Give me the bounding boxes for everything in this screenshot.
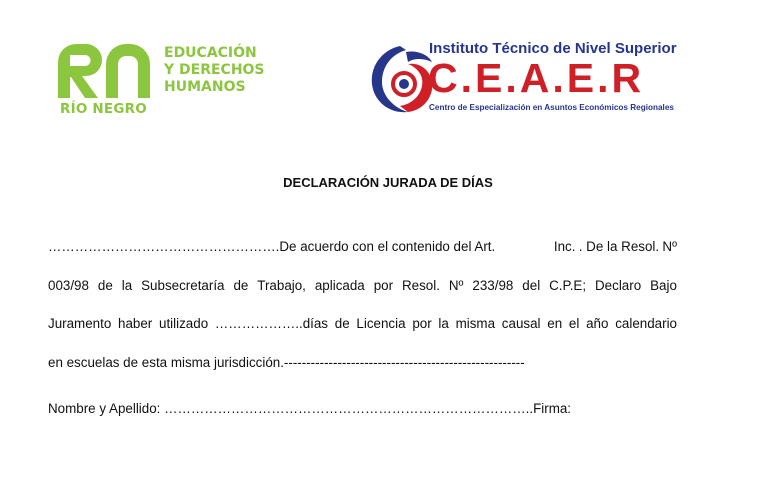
rio-negro-logo (58, 44, 288, 122)
line1-inc-text: Inc. (553, 239, 576, 254)
rn-monogram-icon (58, 44, 150, 98)
line2-word: Declaro (595, 277, 642, 293)
line3-word: haber (118, 316, 153, 331)
ministry-line-3: HUMANOS (164, 79, 246, 95)
line3-word: por (412, 316, 432, 331)
line1-resol-text: . De la Resol. (578, 239, 660, 254)
line3-word: el (568, 316, 580, 331)
ceaer-institute-name: Instituto Técnico de Nivel Superior (429, 40, 677, 57)
line2-word: por (373, 277, 394, 293)
line2-word: Bajo (650, 277, 677, 293)
line2-word: de (233, 277, 249, 293)
line3-word: la (438, 316, 449, 331)
article-blank (499, 228, 551, 267)
days-blank-word: ………………..días (214, 316, 329, 331)
rio-negro-label: RÍO NEGRO (60, 101, 147, 117)
ministry-name (164, 45, 265, 96)
line3-word: utilizado (159, 316, 209, 331)
line2-word: 233/98 (472, 277, 514, 293)
line3-word: calendario (615, 316, 677, 331)
line3-word: misma (455, 316, 496, 331)
ceaer-swirl-icon (366, 42, 436, 118)
line2-word: del (522, 277, 541, 293)
ceaer-acronym: C.E.A.E.R (428, 55, 645, 101)
paragraph-line-1 (48, 228, 677, 267)
line2-word: de (97, 277, 113, 293)
signature-line: Nombre y Apellido: ………………………………………………………………………..Firma: (48, 401, 572, 416)
declaration-paragraph (48, 228, 677, 382)
line3-word: causal (501, 316, 541, 331)
line1-article-text: …………………………………………….De acuerdo con el contenido del Art. (48, 239, 496, 254)
paragraph-line-4 (48, 344, 677, 383)
line2-word: Subsecretaría (141, 277, 225, 293)
line3-word: en (547, 316, 563, 331)
line3-word: Licencia (356, 316, 406, 331)
ministry-line-2: Y DERECHOS (164, 62, 265, 78)
ceaer-full-name: Centro de Especialización en Asuntos Económicos Regionales (429, 103, 674, 112)
line3-word: año (586, 316, 609, 331)
line2-word: Nº (448, 277, 464, 293)
line4-text: en escuelas de esta misma jurisdicción.------------------------------------------------------ (48, 354, 525, 370)
line3-word: Juramento (48, 316, 112, 331)
line2-word: Resol. (401, 277, 440, 293)
line2-word: la (121, 277, 133, 293)
line2-word: 003/98 (48, 277, 89, 293)
document-title: DECLARACIÓN JURADA DE DÍAS (283, 175, 493, 190)
line2-word: Trabajo, (257, 277, 306, 293)
line3-word: de (334, 316, 350, 331)
paragraph-line-3 (48, 305, 677, 344)
line2-word: aplicada (314, 277, 365, 293)
line1-number-sign: Nº (662, 239, 677, 254)
ministry-line-1: EDUCACIÓN (164, 45, 257, 61)
paragraph-line-2 (48, 267, 677, 306)
ceaer-logo (366, 34, 677, 126)
line2-word: C.P.E; (549, 277, 587, 293)
